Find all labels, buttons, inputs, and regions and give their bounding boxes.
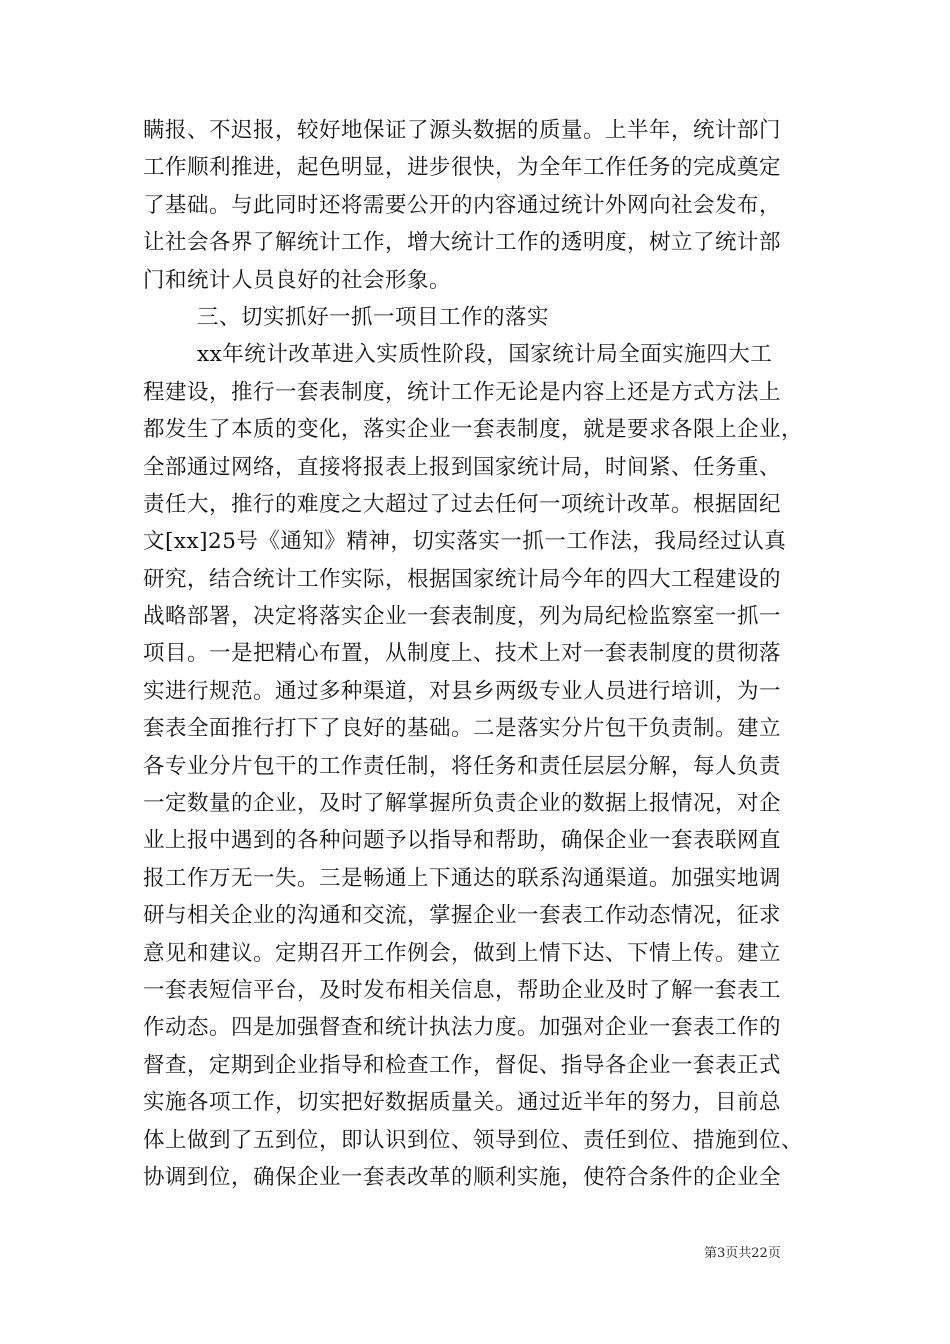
text-line: 瞒报、不迟报，较好地保证了源头数据的质量。上半年，统计部门 (143, 118, 782, 143)
text-line: 意见和建议。定期召开工作例会，做到上情下达、下情上传。建立 (143, 940, 782, 966)
text-line: 一套表短信平台，及时发布相关信息，帮助企业及时了解一套表工 (143, 977, 782, 1003)
text-line: 全部通过网络，直接将报表上报到国家统计局，时间紧、任务重、 (143, 454, 782, 480)
page-number: 第3页共22页 (704, 1246, 781, 1261)
text-line: 都发生了本质的变化，落实企业一套表制度，就是要求各限上企业， (143, 417, 804, 443)
text-line: 工作顺利推进，起色明显，进步很快，为全年工作任务的完成奠定 (143, 155, 782, 181)
document-body (143, 112, 823, 1196)
text-line: 文[xx]25号《通知》精神，切实落实一抓一工作法，我局经过认真 (143, 529, 787, 555)
text-line: 研与相关企业的沟通和交流，掌握企业一套表工作动态情况，征求 (143, 903, 782, 929)
text-line: 项目。一是把精心布置，从制度上、技术上对一套表制度的贯彻落 (143, 641, 782, 667)
text-line: 责任大，推行的难度之大超过了过去任何一项统计改革。根据固纪 (143, 491, 782, 517)
text-line: 报工作万无一失。三是畅通上下通达的联系沟通渠道。加强实地调 (143, 865, 782, 891)
section-heading: 三、切实抓好一抓一项目工作的落实 (197, 304, 550, 330)
text-line: 业上报中遇到的各种问题予以指导和帮助，确保企业一套表联网直 (143, 828, 782, 854)
text-line: 研究，结合统计工作实际，根据国家统计局今年的四大工程建设的 (143, 566, 782, 592)
text-line: 督查，定期到企业指导和检查工作，督促、指导各企业一套表正式 (143, 1052, 782, 1078)
text-line: 各专业分片包干的工作责任制，将任务和责任层层分解，每人负责 (143, 753, 782, 779)
text-line: 让社会各界了解统计工作，增大统计工作的透明度，树立了统计部 (143, 230, 782, 256)
text-line: 协调到位，确保企业一套表改革的顺利实施，使符合条件的企业全 (143, 1164, 782, 1190)
text-line: 门和统计人员良好的社会形象。 (143, 267, 452, 293)
text-line: 作动态。四是加强督查和统计执法力度。加强对企业一套表工作的 (143, 1015, 782, 1041)
text-line: 一定数量的企业，及时了解掌握所负责企业的数据上报情况，对企 (143, 791, 782, 817)
text-line: 战略部署，决定将落实企业一套表制度，列为局纪检监察室一抓一 (143, 604, 782, 630)
text-line: 了基础。与此同时还将需要公开的内容通过统计外网向社会发布， (143, 192, 782, 218)
text-line: 实施各项工作，切实把好数据质量关。通过近半年的努力，目前总 (143, 1090, 782, 1116)
text-line: 体上做到了五到位，即认识到位、领导到位、责任到位、措施到位、 (143, 1127, 804, 1153)
text-line: 程建设，推行一套表制度，统计工作无论是内容上还是方式方法上 (143, 379, 782, 405)
text-line: 套表全面推行打下了良好的基础。二是落实分片包干负责制。建立 (143, 716, 782, 742)
text-line: xx年统计改革进入实质性阶段，国家统计局全面实施四大工 (197, 342, 773, 368)
text-line: 实进行规范。通过多种渠道，对县乡两级专业人员进行培训，为一 (143, 678, 782, 704)
